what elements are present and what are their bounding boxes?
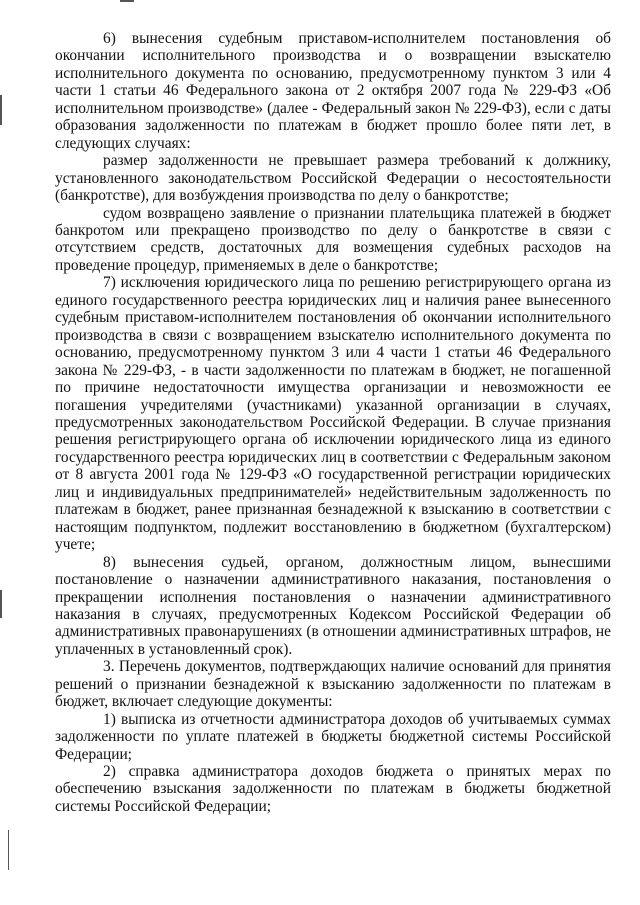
- paragraph-section-3: 3. Перечень документов, подтверждающих наличие оснований для принятия решений о признании безнадежной к взысканию задолженности по платежам в бюджет, включает следующие документы:: [55, 658, 611, 711]
- paragraph-list-item-2: 2) справка администратора доходов бюджета о принятых мерах по обеспечению взыскания задолженности по платежам в бюджеты бюджетной системы Российской Федерации;: [55, 763, 611, 815]
- scan-artifact-top: [120, 0, 134, 2]
- paragraph-court-returned: судом возвращено заявление о признании плательщика платежей в бюджет банкротом или прекращено производство по делу о банкротстве в связи с отсутствием средств, достаточных для возмещения судебных расходов на проведение процедур, применяемых в деле о банкротстве;: [55, 204, 611, 274]
- paragraph-item-8: 8) вынесения судьей, органом, должностным лицом, вынесшими постановление о назначении административного наказания, постановления о прекращении исполнения постановления о назначении административного наказания в случаях, предусмотренных Кодексом Российской Федерации об административных правонарушениях (в отношении административных штрафов, не уплаченных в установленный срок).: [55, 553, 611, 658]
- scan-artifact-left-2: [0, 590, 2, 618]
- scan-artifact-left-1: [0, 95, 2, 125]
- paragraph-debt-size: размер задолженности не превышает размера требований к должнику, установленного законодательством Российской Федерации о несостоятельности (банкротстве), для возбуждения производства по делу о банкротстве;: [55, 152, 611, 205]
- document-body: [55, 30, 611, 815]
- scan-artifact-left-3: [8, 830, 9, 870]
- paragraph-item-7: 7) исключения юридического лица по решению регистрирующего органа из единого государственного реестра юридических лиц и наличия ранее вынесенного судебным приставом-исполнителем постановления об окончании исполнительного производства в связи с возвращением взыскателю исполнительного документа по основанию, предусмотренному пунктом 3 или 4 части 1 статьи 46 Федерального закона № 229-ФЗ, - в части задолженности по платежам в бюджет, не погашенной по причине недостаточности имущества организации и невозможности ее погашения учредителями (участниками) указанной организации в случаях, предусмотренных законодательством Российской Федерации. В случае признания решения регистрирующего органа об исключении юридического лица из единого государственного реестра юридических лиц в соответствии с Федеральным законом от 8 августа 2001 года № 129-ФЗ «О государственной регистрации юридических лиц и индивидуальных предпринимателей» недействительным задолженность по платежам в бюджет, ранее признанная безнадежной к взысканию в соответствии с настоящим подпунктом, подлежит восстановлению в бюджетном (бухгалтерском) учете;: [55, 274, 611, 554]
- paragraph-item-6: 6) вынесения судебным приставом-исполнителем постановления об окончании исполнительного производства и о возвращении взыскателю исполнительного документа по основанию, предусмотренному пунктом 3 или 4 части 1 статьи 46 Федерального закона от 2 октября 2007 года № 229-ФЗ «Об исполнительном производстве» (далее - Федеральный закон № 229-ФЗ), если с даты образования задолженности по платежам в бюджет прошло более пяти лет, в следующих случаях:: [55, 30, 611, 152]
- paragraph-list-item-1: 1) выписка из отчетности администратора доходов об учитываемых суммах задолженности по уплате платежей в бюджеты бюджетной системы Российской Федерации;: [55, 710, 611, 763]
